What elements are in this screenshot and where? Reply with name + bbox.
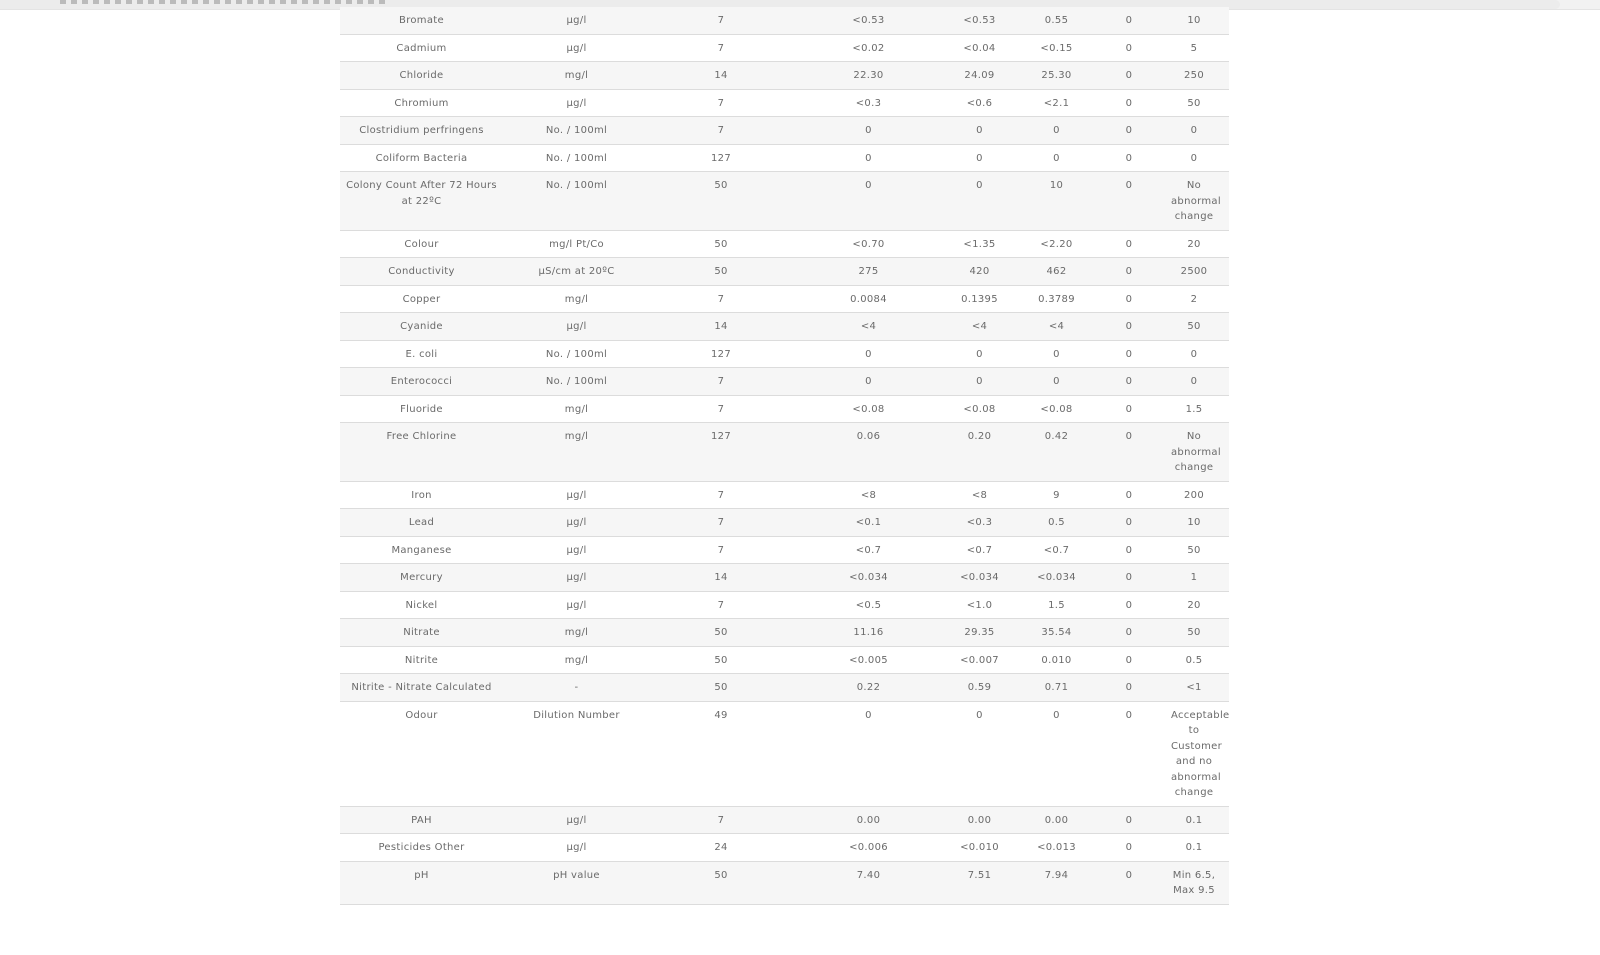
unit-cell: No. / 100ml: [503, 340, 650, 368]
contraventions-cell: 0: [1099, 509, 1159, 537]
parameter-cell: Coliform Bacteria: [340, 144, 503, 172]
contraventions-cell: 0: [1099, 481, 1159, 509]
mean-value-cell: 0: [945, 172, 1014, 231]
mean-value-cell: <0.6: [945, 89, 1014, 117]
parameter-cell: Lead: [340, 509, 503, 537]
mean-value-cell: <1.0: [945, 591, 1014, 619]
parameter-cell: Bromate: [340, 7, 503, 34]
mean-value-cell: 0.20: [945, 423, 1014, 482]
min-value-cell: 0: [792, 144, 945, 172]
min-value-cell: 11.16: [792, 619, 945, 647]
mean-value-cell: <1.35: [945, 230, 1014, 258]
table-row: [340, 423, 1229, 482]
samples-cell: 7: [650, 89, 792, 117]
table-row: [340, 564, 1229, 592]
pcv-cell: Acceptable to Customer and no abnormal change: [1159, 701, 1229, 806]
parameter-cell: Manganese: [340, 536, 503, 564]
table-row: [340, 591, 1229, 619]
contraventions-cell: 0: [1099, 144, 1159, 172]
max-value-cell: 0.42: [1014, 423, 1099, 482]
pcv-cell: 0: [1159, 144, 1229, 172]
samples-cell: 127: [650, 340, 792, 368]
unit-cell: µg/l: [503, 806, 650, 834]
table-row: [340, 340, 1229, 368]
min-value-cell: <0.53: [792, 7, 945, 34]
samples-cell: 7: [650, 285, 792, 313]
contraventions-cell: 0: [1099, 806, 1159, 834]
parameter-cell: Pesticides Other: [340, 834, 503, 862]
min-value-cell: <4: [792, 313, 945, 341]
min-value-cell: 22.30: [792, 62, 945, 90]
max-value-cell: 0: [1014, 701, 1099, 806]
min-value-cell: 0: [792, 172, 945, 231]
contraventions-cell: 0: [1099, 395, 1159, 423]
samples-cell: 7: [650, 34, 792, 62]
max-value-cell: <0.034: [1014, 564, 1099, 592]
parameter-cell: pH: [340, 861, 503, 904]
samples-cell: 7: [650, 7, 792, 34]
min-value-cell: 0.0084: [792, 285, 945, 313]
max-value-cell: <0.7: [1014, 536, 1099, 564]
parameter-cell: Colony Count After 72 Hours at 22ºC: [340, 172, 503, 231]
parameter-cell: E. coli: [340, 340, 503, 368]
contraventions-cell: 0: [1099, 7, 1159, 34]
samples-cell: 50: [650, 861, 792, 904]
samples-cell: 50: [650, 230, 792, 258]
max-value-cell: 35.54: [1014, 619, 1099, 647]
max-value-cell: <4: [1014, 313, 1099, 341]
mean-value-cell: 0: [945, 144, 1014, 172]
parameter-cell: Cyanide: [340, 313, 503, 341]
max-value-cell: <2.20: [1014, 230, 1099, 258]
pcv-cell: 5: [1159, 34, 1229, 62]
min-value-cell: <0.7: [792, 536, 945, 564]
pcv-cell: 2500: [1159, 258, 1229, 286]
unit-cell: µg/l: [503, 834, 650, 862]
parameter-cell: Nitrite - Nitrate Calculated: [340, 674, 503, 702]
samples-cell: 14: [650, 62, 792, 90]
pcv-cell: 250: [1159, 62, 1229, 90]
parameter-cell: Free Chlorine: [340, 423, 503, 482]
mean-value-cell: 7.51: [945, 861, 1014, 904]
mean-value-cell: <4: [945, 313, 1014, 341]
unit-cell: mg/l: [503, 62, 650, 90]
contraventions-cell: 0: [1099, 368, 1159, 396]
table-row: [340, 481, 1229, 509]
pcv-cell: 50: [1159, 89, 1229, 117]
mean-value-cell: 420: [945, 258, 1014, 286]
pcv-cell: 0.1: [1159, 834, 1229, 862]
unit-cell: pH value: [503, 861, 650, 904]
min-value-cell: 0: [792, 340, 945, 368]
unit-cell: µg/l: [503, 481, 650, 509]
unit-cell: µg/l: [503, 313, 650, 341]
pcv-cell: No abnormal change: [1159, 423, 1229, 482]
unit-cell: Dilution Number: [503, 701, 650, 806]
contraventions-cell: 0: [1099, 258, 1159, 286]
pcv-cell: 20: [1159, 591, 1229, 619]
max-value-cell: 7.94: [1014, 861, 1099, 904]
min-value-cell: <0.3: [792, 89, 945, 117]
min-value-cell: <0.70: [792, 230, 945, 258]
pcv-cell: 50: [1159, 536, 1229, 564]
mean-value-cell: <0.010: [945, 834, 1014, 862]
contraventions-cell: 0: [1099, 591, 1159, 619]
unit-cell: mg/l: [503, 619, 650, 647]
table-row: [340, 144, 1229, 172]
pcv-cell: 1: [1159, 564, 1229, 592]
table-row: [340, 258, 1229, 286]
max-value-cell: 0.71: [1014, 674, 1099, 702]
parameter-cell: Nickel: [340, 591, 503, 619]
unit-cell: µg/l: [503, 7, 650, 34]
table-row: [340, 701, 1229, 806]
table-row: [340, 62, 1229, 90]
min-value-cell: 0.06: [792, 423, 945, 482]
pcv-cell: 200: [1159, 481, 1229, 509]
mean-value-cell: 0: [945, 117, 1014, 145]
mean-value-cell: 0.00: [945, 806, 1014, 834]
unit-cell: No. / 100ml: [503, 144, 650, 172]
contraventions-cell: 0: [1099, 62, 1159, 90]
parameter-cell: Colour: [340, 230, 503, 258]
contraventions-cell: 0: [1099, 172, 1159, 231]
mean-value-cell: <0.53: [945, 7, 1014, 34]
max-value-cell: <0.013: [1014, 834, 1099, 862]
pcv-cell: <1: [1159, 674, 1229, 702]
min-value-cell: 0: [792, 117, 945, 145]
pcv-cell: 0: [1159, 340, 1229, 368]
pcv-cell: 10: [1159, 7, 1229, 34]
samples-cell: 127: [650, 423, 792, 482]
contraventions-cell: 0: [1099, 564, 1159, 592]
parameter-cell: Odour: [340, 701, 503, 806]
min-value-cell: 0: [792, 368, 945, 396]
mean-value-cell: <0.034: [945, 564, 1014, 592]
parameter-cell: Clostridium perfringens: [340, 117, 503, 145]
mean-value-cell: 0: [945, 701, 1014, 806]
contraventions-cell: 0: [1099, 285, 1159, 313]
samples-cell: 7: [650, 368, 792, 396]
table-row: [340, 806, 1229, 834]
max-value-cell: 25.30: [1014, 62, 1099, 90]
samples-cell: 7: [650, 509, 792, 537]
samples-cell: 127: [650, 144, 792, 172]
unit-cell: mg/l: [503, 423, 650, 482]
samples-cell: 49: [650, 701, 792, 806]
mean-value-cell: <0.04: [945, 34, 1014, 62]
table-row: [340, 674, 1229, 702]
pcv-cell: 0: [1159, 117, 1229, 145]
unit-cell: µg/l: [503, 509, 650, 537]
samples-cell: 14: [650, 313, 792, 341]
parameter-cell: Nitrate: [340, 619, 503, 647]
samples-cell: 7: [650, 591, 792, 619]
contraventions-cell: 0: [1099, 423, 1159, 482]
mean-value-cell: 24.09: [945, 62, 1014, 90]
samples-cell: 50: [650, 172, 792, 231]
mean-value-cell: 0: [945, 368, 1014, 396]
min-value-cell: <0.08: [792, 395, 945, 423]
unit-cell: -: [503, 674, 650, 702]
max-value-cell: 0: [1014, 144, 1099, 172]
min-value-cell: <8: [792, 481, 945, 509]
max-value-cell: 462: [1014, 258, 1099, 286]
pcv-cell: Min 6.5, Max 9.5: [1159, 861, 1229, 904]
pcv-cell: 50: [1159, 619, 1229, 647]
parameter-cell: Nitrite: [340, 646, 503, 674]
mean-value-cell: <0.3: [945, 509, 1014, 537]
table-row: [340, 646, 1229, 674]
parameter-cell: Chromium: [340, 89, 503, 117]
pcv-cell: 20: [1159, 230, 1229, 258]
table-row: [340, 509, 1229, 537]
parameter-cell: Mercury: [340, 564, 503, 592]
max-value-cell: 0: [1014, 340, 1099, 368]
min-value-cell: <0.005: [792, 646, 945, 674]
samples-cell: 50: [650, 646, 792, 674]
table-row: [340, 834, 1229, 862]
table-row: [340, 7, 1229, 34]
samples-cell: 7: [650, 481, 792, 509]
contraventions-cell: 0: [1099, 536, 1159, 564]
min-value-cell: 0.00: [792, 806, 945, 834]
max-value-cell: 0.5: [1014, 509, 1099, 537]
table-row: [340, 172, 1229, 231]
table-row: [340, 619, 1229, 647]
table-row: [340, 89, 1229, 117]
contraventions-cell: 0: [1099, 340, 1159, 368]
table-row: [340, 34, 1229, 62]
contraventions-cell: 0: [1099, 701, 1159, 806]
min-value-cell: 7.40: [792, 861, 945, 904]
max-value-cell: 10: [1014, 172, 1099, 231]
max-value-cell: 1.5: [1014, 591, 1099, 619]
parameter-cell: Conductivity: [340, 258, 503, 286]
unit-cell: No. / 100ml: [503, 117, 650, 145]
min-value-cell: <0.1: [792, 509, 945, 537]
unit-cell: µg/l: [503, 89, 650, 117]
min-value-cell: <0.006: [792, 834, 945, 862]
pcv-cell: 0.5: [1159, 646, 1229, 674]
pcv-cell: 1.5: [1159, 395, 1229, 423]
parameter-cell: Cadmium: [340, 34, 503, 62]
max-value-cell: 0.3789: [1014, 285, 1099, 313]
table-row: [340, 395, 1229, 423]
samples-cell: 7: [650, 536, 792, 564]
samples-cell: 24: [650, 834, 792, 862]
unit-cell: mg/l: [503, 646, 650, 674]
table-row: [340, 230, 1229, 258]
contraventions-cell: 0: [1099, 834, 1159, 862]
min-value-cell: <0.5: [792, 591, 945, 619]
max-value-cell: 9: [1014, 481, 1099, 509]
unit-cell: µS/cm at 20ºC: [503, 258, 650, 286]
pcv-cell: 2: [1159, 285, 1229, 313]
parameter-cell: Enterococci: [340, 368, 503, 396]
unit-cell: µg/l: [503, 536, 650, 564]
samples-cell: 7: [650, 806, 792, 834]
contraventions-cell: 0: [1099, 674, 1159, 702]
mean-value-cell: 29.35: [945, 619, 1014, 647]
table-row: [340, 368, 1229, 396]
pcv-cell: 0: [1159, 368, 1229, 396]
samples-cell: 14: [650, 564, 792, 592]
samples-cell: 7: [650, 395, 792, 423]
unit-cell: mg/l Pt/Co: [503, 230, 650, 258]
parameter-cell: Chloride: [340, 62, 503, 90]
unit-cell: µg/l: [503, 564, 650, 592]
max-value-cell: 0.00: [1014, 806, 1099, 834]
unit-cell: µg/l: [503, 34, 650, 62]
water-quality-table: [340, 7, 1229, 905]
pcv-cell: 10: [1159, 509, 1229, 537]
samples-cell: 50: [650, 258, 792, 286]
max-value-cell: 0: [1014, 368, 1099, 396]
contraventions-cell: 0: [1099, 619, 1159, 647]
url-bar-fragment: [60, 0, 390, 4]
table-row: [340, 117, 1229, 145]
contraventions-cell: 0: [1099, 646, 1159, 674]
max-value-cell: <0.15: [1014, 34, 1099, 62]
unit-cell: mg/l: [503, 395, 650, 423]
min-value-cell: <0.034: [792, 564, 945, 592]
samples-cell: 50: [650, 619, 792, 647]
max-value-cell: 0: [1014, 117, 1099, 145]
mean-value-cell: <0.7: [945, 536, 1014, 564]
table-row: [340, 536, 1229, 564]
pcv-cell: No abnormal change: [1159, 172, 1229, 231]
pcv-cell: 0.1: [1159, 806, 1229, 834]
max-value-cell: 0.55: [1014, 7, 1099, 34]
samples-cell: 50: [650, 674, 792, 702]
contraventions-cell: 0: [1099, 861, 1159, 904]
mean-value-cell: 0.1395: [945, 285, 1014, 313]
mean-value-cell: <8: [945, 481, 1014, 509]
table-row: [340, 285, 1229, 313]
max-value-cell: <2.1: [1014, 89, 1099, 117]
min-value-cell: 275: [792, 258, 945, 286]
parameter-cell: PAH: [340, 806, 503, 834]
contraventions-cell: 0: [1099, 89, 1159, 117]
parameter-cell: Fluoride: [340, 395, 503, 423]
table-row: [340, 313, 1229, 341]
max-value-cell: <0.08: [1014, 395, 1099, 423]
pcv-cell: 50: [1159, 313, 1229, 341]
samples-cell: 7: [650, 117, 792, 145]
mean-value-cell: <0.08: [945, 395, 1014, 423]
min-value-cell: <0.02: [792, 34, 945, 62]
contraventions-cell: 0: [1099, 313, 1159, 341]
mean-value-cell: <0.007: [945, 646, 1014, 674]
contraventions-cell: 0: [1099, 117, 1159, 145]
parameter-cell: Iron: [340, 481, 503, 509]
max-value-cell: 0.010: [1014, 646, 1099, 674]
min-value-cell: 0: [792, 701, 945, 806]
unit-cell: No. / 100ml: [503, 172, 650, 231]
parameter-cell: Copper: [340, 285, 503, 313]
mean-value-cell: 0: [945, 340, 1014, 368]
contraventions-cell: 0: [1099, 230, 1159, 258]
water-quality-table-container: [340, 7, 1229, 905]
unit-cell: No. / 100ml: [503, 368, 650, 396]
unit-cell: µg/l: [503, 591, 650, 619]
table-row: [340, 861, 1229, 904]
min-value-cell: 0.22: [792, 674, 945, 702]
mean-value-cell: 0.59: [945, 674, 1014, 702]
table-body: [340, 7, 1229, 904]
unit-cell: mg/l: [503, 285, 650, 313]
contraventions-cell: 0: [1099, 34, 1159, 62]
